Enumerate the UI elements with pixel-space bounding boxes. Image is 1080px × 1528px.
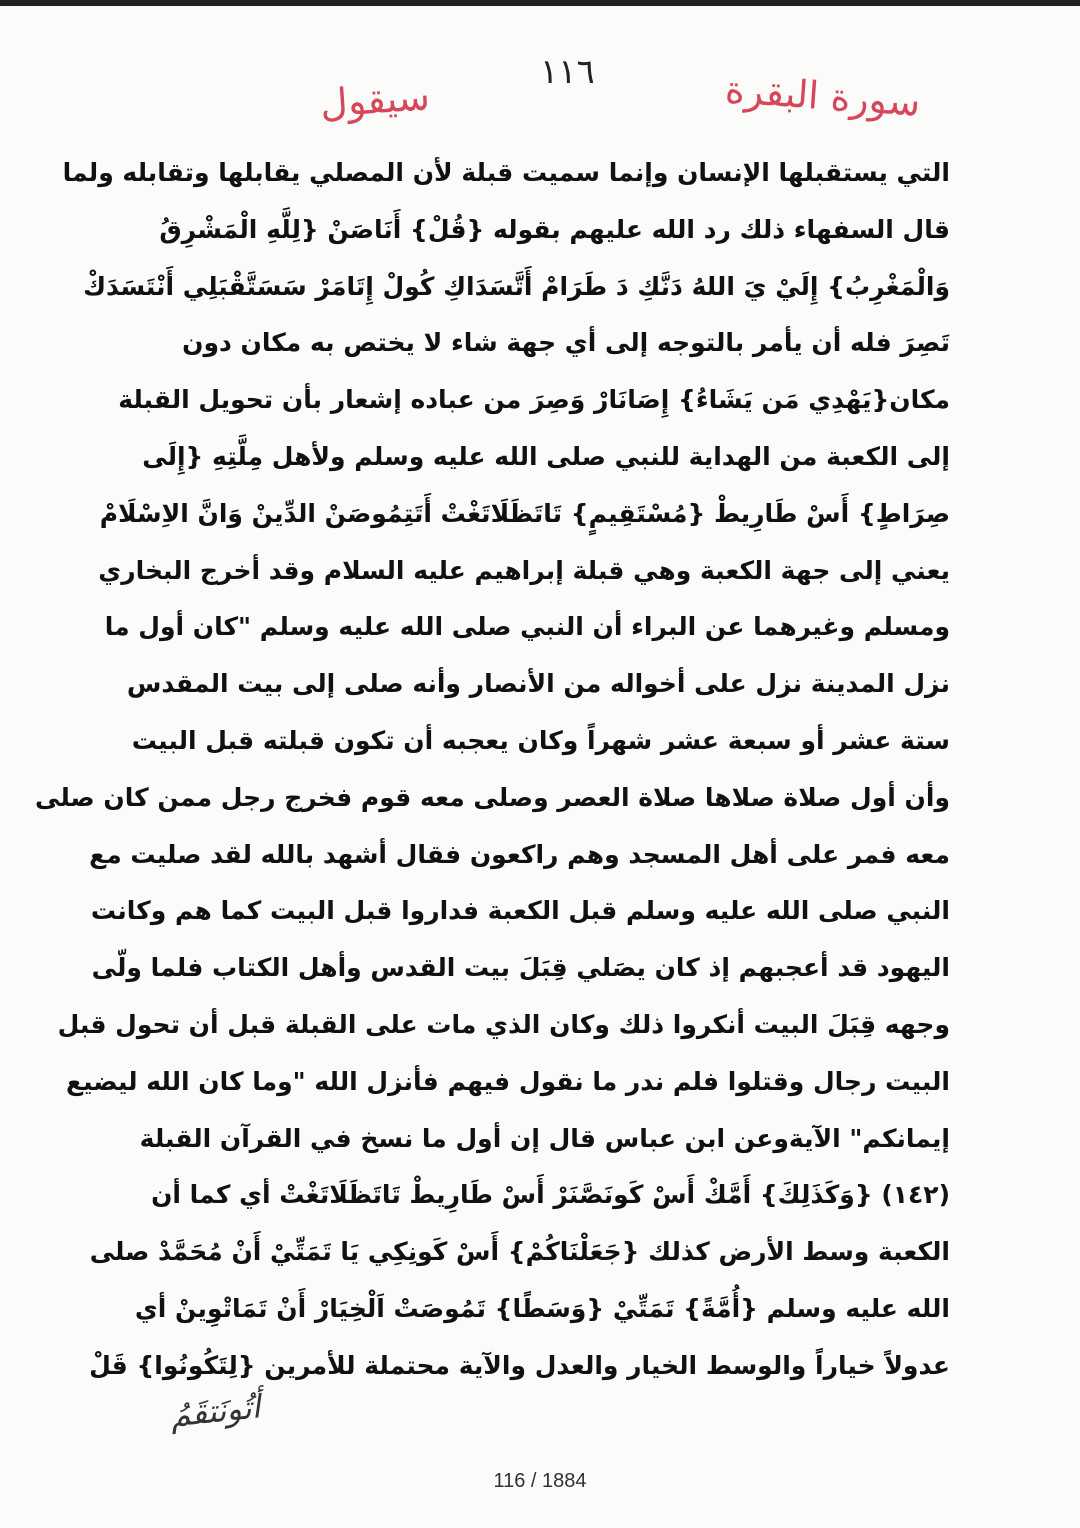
text-line: تَصِرَ فله أن يأمر بالتوجه إلى أي جهة شاء لا يختص به مكان دون	[182, 328, 950, 358]
text-line: مكان{يَهْدِي مَن يَشَاءُ} إِصَانَارْ وَصِرَ من عباده إشعار بأن تحويل القبلة	[118, 385, 950, 415]
text-line: صِرَاطٍ} أَسْ طَارِيطْ {مُسْتَقِيمٍ} تَاتَظَلَاتَغْتْ أَتَتِمُوصَنْ الدِّينْ وَانَّ الاِسْلَامْ	[99, 498, 950, 528]
handwritten-catchword: أتُونَتقَمُ	[168, 1387, 263, 1435]
text-line: نزل المدينة نزل على أخواله من الأنصار وأنه صلى إلى بيت المقدس	[126, 669, 950, 699]
scan-top-border	[0, 0, 1080, 6]
text-line: وَالْمَغْرِبُ} إِلَيْ يَ اللهُ دَنَّكِ دَ طَرَامْ أَتَّسَدَاكِ كُولْ إِتَامَرْ سَسَتَّقْبَلِي أَنْتَسَدَكْ	[83, 271, 950, 301]
page-header	[0, 50, 1080, 130]
text-line: البيت رجال وقتلوا فلم ندر ما نقول فيهم فأنزل الله "وما كان الله ليضيع	[66, 1066, 950, 1096]
text-line: قال السفهاء ذلك رد الله عليهم بقوله {قُلْ} أَنَاصَنْ {لِلَّهِ الْمَشْرِقُ	[159, 214, 950, 244]
text-line: ومسلم وغيرهما عن البراء أن النبي صلى الله عليه وسلم "كان أول ما	[104, 612, 950, 642]
text-line: عدولاً خياراً والوسط الخيار والعدل والآية محتملة للأمرين {لِتَكُونُوا} قَلْ	[89, 1350, 950, 1380]
text-line: معه فمر على أهل المسجد وهم راكعون فقال أشهد بالله لقد صليت مع	[89, 839, 950, 869]
text-line: التي يستقبلها الإنسان وإنما سميت قبلة لأن المصلي يقابلها وتقابله ولما	[62, 158, 950, 187]
text-line: اليهود قد أعجبهم إذ كان يصَلي قِبَلَ بيت القدس وأهل الكتاب فلما ولّى	[91, 953, 950, 983]
handwritten-surah-name: سورة البقرة	[723, 67, 922, 125]
text-line: ستة عشر أو سبعة عشر شهراً وكان يعجبه أن تكون قبلته قبل البيت	[131, 725, 950, 755]
text-line: إلى الكعبة من الهداية للنبي صلى الله عليه وسلم ولأهل مِلَّتِهِ {إِلَى	[142, 441, 950, 471]
text-line: الله عليه وسلم {أُمَّةً} تَمَتِّيْ {وَسَطًا} تَمُوصَتْ اَلْخِيَارْ أَنْ تَمَاتْوِينْ أي	[134, 1293, 950, 1323]
page-indicator: 116 / 1884	[493, 1470, 587, 1492]
text-line: وجهه قِبَلَ البيت أنكروا ذلك وكان الذي مات على القبلة قبل أن تحول قبل	[57, 1009, 950, 1039]
text-line: (١٤٢) {وَكَذَلِكَ} أَمَّكْ أَسْ كَونَصَّنَرْ أَسْ طَارِيطْ تَاتَظَلَاتَغْتْ أي كما أن	[151, 1180, 950, 1210]
text-line: النبي صلى الله عليه وسلم قبل الكعبة فداروا قبل البيت كما هم وكانت	[90, 896, 950, 926]
text-line: الكعبة وسط الأرض كذلك {جَعَلْنَاكُمْ} أَسْ كَونِكِي يَا تَمَتِّيْ أَنْ مُحَمَّدْ صلى	[89, 1237, 950, 1267]
text-line: يعني إلى جهة الكعبة وهي قبلة إبراهيم عليه السلام وقد أخرج البخاري	[98, 555, 950, 585]
handwritten-juz-name: سيقول	[318, 74, 432, 126]
tafsir-text	[35, 145, 950, 1395]
page-number: ١١٦	[540, 52, 595, 92]
text-line: إيمانكم" الآيةوعن ابن عباس قال إن أول ما نسخ في القرآن القبلة	[139, 1123, 950, 1153]
text-line: وأن أول صلاة صلاها صلاة العصر وصلى معه قوم فخرج رجل ممن كان صلى	[35, 782, 950, 812]
